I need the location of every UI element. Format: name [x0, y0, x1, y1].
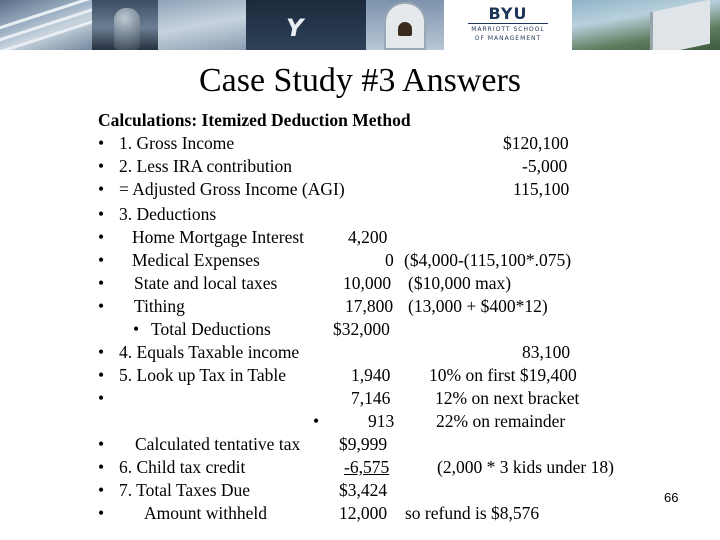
bracket1-value: 1,940 [351, 365, 391, 385]
medical-label: Medical Expenses [132, 250, 260, 270]
tithing-label: Tithing [134, 296, 185, 316]
state-tax-value: 10,000 [343, 273, 392, 293]
total-deductions-label: Total Deductions [151, 319, 271, 339]
total-taxes-label: 7. Total Taxes Due [119, 480, 251, 500]
gross-income-label: 1. Gross Income [119, 133, 235, 153]
gross-income-value: $120,100 [503, 133, 569, 153]
bracket3-note: 22% on remainder [436, 411, 566, 431]
bullet: • [98, 296, 105, 316]
medical-value: 0 [385, 250, 394, 270]
withheld-note: so refund is $8,576 [405, 503, 540, 523]
bullet: • [98, 204, 105, 224]
bullet: • [313, 411, 320, 431]
bracket3-value: 913 [368, 411, 395, 431]
bullet: • [98, 503, 105, 523]
calc-heading: Calculations: Itemized Deduction Method [98, 110, 411, 130]
banner-photo-rails [0, 0, 92, 50]
agi-value: 115,100 [513, 179, 570, 199]
bullet: • [98, 365, 105, 385]
child-credit-label: 6. Child tax credit [119, 457, 246, 477]
bullet: • [98, 457, 105, 477]
state-tax-label: State and local taxes [134, 273, 278, 293]
tentative-tax-label: Calculated tentative tax [135, 434, 301, 454]
withheld-value: 12,000 [339, 503, 388, 523]
header-banner [0, 0, 720, 50]
bracket1-note: 10% on first $19,400 [429, 365, 577, 385]
tentative-tax-value: $9,999 [339, 434, 388, 454]
bullet: • [98, 156, 105, 176]
taxable-income-label: 4. Equals Taxable income [119, 342, 300, 362]
bracket2-note: 12% on next bracket [435, 388, 580, 408]
bullet: • [98, 480, 105, 500]
withheld-label: Amount withheld [144, 503, 267, 523]
child-credit-note: (2,000 * 3 kids under 18) [437, 457, 614, 477]
child-credit-value: -6,575 [344, 457, 390, 477]
ira-value: -5,000 [522, 156, 568, 176]
state-tax-note: ($10,000 max) [408, 273, 512, 293]
bullet: • [98, 342, 105, 362]
sub-bullet: • [133, 319, 140, 339]
tithing-value: 17,800 [345, 296, 394, 316]
total-deductions-value: $32,000 [333, 319, 390, 339]
tax-table-label: 5. Look up Tax in Table [119, 365, 287, 385]
tithing-note: (13,000 + $400*12) [408, 296, 548, 316]
medical-note: ($4,000-(115,100*.075) [404, 250, 572, 270]
ira-label: 2. Less IRA contribution [119, 156, 293, 176]
bullet: • [98, 273, 105, 293]
bullet: • [98, 133, 105, 153]
total-taxes-value: $3,424 [339, 480, 388, 500]
deductions-label: 3. Deductions [119, 204, 217, 224]
agi-label: = Adjusted Gross Income (AGI) [119, 179, 345, 199]
bullet: • [98, 388, 105, 408]
banner-photo-bell-tower [366, 0, 444, 50]
mortgage-label: Home Mortgage Interest [132, 227, 305, 247]
taxable-income-value: 83,100 [522, 342, 571, 362]
banner-photo-statue [92, 0, 158, 50]
byu-marriott-logo: BYU MARRIOTT SCHOOL OF MANAGEMENT [444, 0, 572, 50]
bullet: • [98, 227, 105, 247]
bullet: • [98, 434, 105, 454]
bullet: • [98, 179, 105, 199]
page-number: 66 [664, 490, 679, 505]
banner-photo-y-mountain: Y [246, 0, 366, 50]
bullet: • [98, 250, 105, 270]
bracket2-value: 7,146 [351, 388, 391, 408]
banner-photo-building [572, 0, 720, 50]
banner-photo-sky [158, 0, 246, 50]
slide-title: Case Study #3 Answers [198, 62, 522, 99]
mortgage-value: 4,200 [348, 227, 388, 247]
